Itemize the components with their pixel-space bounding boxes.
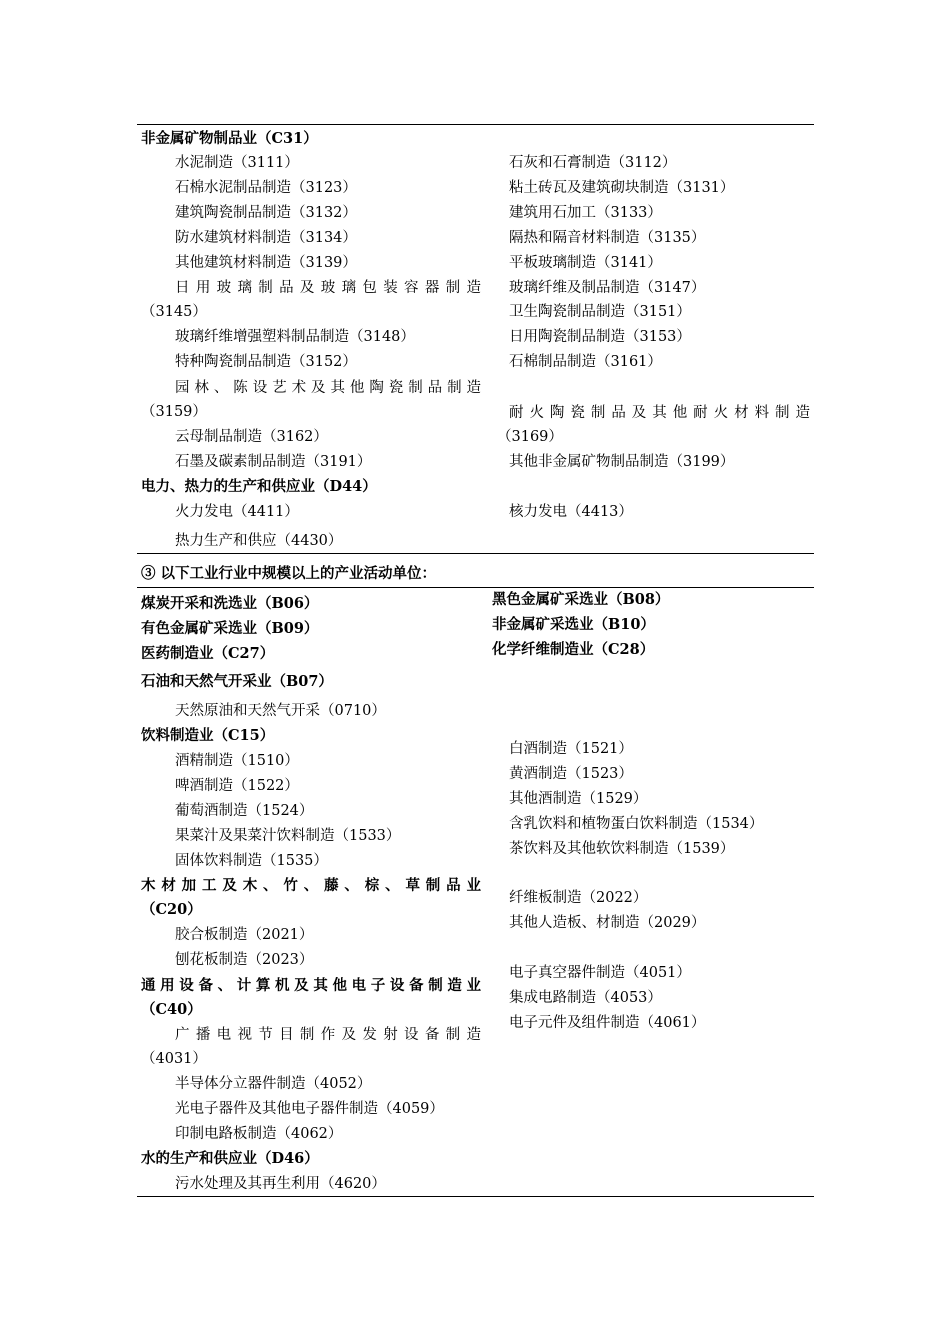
category-heading-b07: 石油和天然气开采业（B07） bbox=[141, 673, 333, 690]
list-item: 其他人造板、材制造（2029） bbox=[509, 915, 706, 931]
category-heading: 煤炭开采和洗选业（B06） bbox=[141, 595, 319, 612]
list-item: 印制电路板制造（4062） bbox=[175, 1126, 343, 1142]
list-item: 火力发电（4411） bbox=[175, 504, 299, 520]
list-item-wrapped-cont: （3145） bbox=[141, 304, 207, 320]
list-item: 云母制品制造（3162） bbox=[175, 429, 328, 445]
list-item: 日用陶瓷制品制造（3153） bbox=[509, 329, 691, 345]
list-item-wrapped: 园林、陈设艺术及其他陶瓷制品制造 bbox=[175, 380, 481, 396]
category-heading: 化学纤维制造业（C28） bbox=[492, 641, 655, 658]
list-item: 玻璃纤维增强塑料制品制造（3148） bbox=[175, 329, 415, 345]
list-item: 建筑陶瓷制品制造（3132） bbox=[175, 205, 357, 221]
list-item: 特种陶瓷制品制造（3152） bbox=[175, 354, 357, 370]
list-item: 纤维板制造（2022） bbox=[509, 890, 648, 906]
list-item: 卫生陶瓷制品制造（3151） bbox=[509, 304, 691, 320]
list-item: 水泥制造（3111） bbox=[175, 155, 299, 171]
list-item-wrapped-cont: （3159） bbox=[141, 404, 207, 420]
category-heading-c20-cont: （C20） bbox=[141, 901, 202, 918]
list-item: 半导体分立器件制造（4052） bbox=[175, 1076, 372, 1092]
category-heading: 有色金属矿采选业（B09） bbox=[141, 620, 319, 637]
list-item-wrapped: 广播电视节目制作及发射设备制造 bbox=[175, 1027, 481, 1043]
list-item: 胶合板制造（2021） bbox=[175, 927, 314, 943]
list-item: 天然原油和天然气开采（0710） bbox=[175, 703, 386, 719]
list-item: 啤酒制造（1522） bbox=[175, 778, 299, 794]
section-heading: ③ 以下工业行业中规模以上的产业活动单位： bbox=[141, 565, 437, 582]
list-item: 电子元件及组件制造（4061） bbox=[509, 1015, 706, 1031]
category-heading-d44: 电力、热力的生产和供应业（D44） bbox=[141, 478, 377, 495]
list-item: 热力生产和供应（4430） bbox=[175, 533, 343, 549]
category-heading: 医药制造业（C27） bbox=[141, 645, 275, 662]
list-item: 其他酒制造（1529） bbox=[509, 791, 648, 807]
category-heading-c15: 饮料制造业（C15） bbox=[141, 727, 275, 744]
list-item: 防水建筑材料制造（3134） bbox=[175, 230, 357, 246]
bottom-rule bbox=[137, 1196, 814, 1197]
list-item-wrapped-cont: （3169） bbox=[497, 429, 563, 445]
list-item: 集成电路制造（4053） bbox=[509, 990, 662, 1006]
category-heading: 非金属矿采选业（B10） bbox=[492, 616, 655, 633]
category-heading-c40: 通用设备、计算机及其他电子设备制造业 bbox=[141, 977, 481, 994]
list-item: 石棉水泥制品制造（3123） bbox=[175, 180, 357, 196]
list-item-wrapped: 耐火陶瓷制品及其他耐火材料制造 bbox=[509, 405, 810, 421]
list-item: 果菜汁及果菜汁饮料制造（1533） bbox=[175, 828, 401, 844]
list-item: 白酒制造（1521） bbox=[509, 741, 633, 757]
list-item: 电子真空器件制造（4051） bbox=[509, 965, 691, 981]
category-heading-c20: 木材加工及木、竹、藤、棕、草制品业 bbox=[141, 877, 481, 894]
list-item: 建筑用石加工（3133） bbox=[509, 205, 662, 221]
list-item: 核力发电（4413） bbox=[509, 504, 633, 520]
list-item: 黄酒制造（1523） bbox=[509, 766, 633, 782]
category-heading-c40-cont: （C40） bbox=[141, 1001, 202, 1018]
list-item: 平板玻璃制造（3141） bbox=[509, 255, 662, 271]
list-item: 光电子器件及其他电子器件制造（4059） bbox=[175, 1101, 444, 1117]
list-item: 含乳饮料和植物蛋白饮料制造（1534） bbox=[509, 816, 764, 832]
list-item: 刨花板制造（2023） bbox=[175, 952, 314, 968]
category-heading-c31: 非金属矿物制品业（C31） bbox=[141, 130, 318, 147]
list-item: 酒精制造（1510） bbox=[175, 753, 299, 769]
list-item: 茶饮料及其他软饮料制造（1539） bbox=[509, 841, 735, 857]
section-rule bbox=[137, 587, 814, 588]
top-rule bbox=[137, 124, 814, 125]
section-rule bbox=[137, 553, 814, 554]
list-item: 隔热和隔音材料制造（3135） bbox=[509, 230, 706, 246]
category-heading: 黑色金属矿采选业（B08） bbox=[492, 591, 670, 608]
list-item: 葡萄酒制造（1524） bbox=[175, 803, 314, 819]
list-item: 其他非金属矿物制品制造（3199） bbox=[509, 454, 735, 470]
list-item: 石灰和石膏制造（3112） bbox=[509, 155, 677, 171]
list-item-wrapped-cont: （4031） bbox=[141, 1051, 207, 1067]
category-heading-d46: 水的生产和供应业（D46） bbox=[141, 1150, 319, 1167]
list-item: 石墨及碳素制品制造（3191） bbox=[175, 454, 372, 470]
list-item: 污水处理及其再生利用（4620） bbox=[175, 1176, 386, 1192]
list-item: 固体饮料制造（1535） bbox=[175, 853, 328, 869]
list-item: 玻璃纤维及制品制造（3147） bbox=[509, 280, 706, 296]
list-item: 其他建筑材料制造（3139） bbox=[175, 255, 357, 271]
list-item: 石棉制品制造（3161） bbox=[509, 354, 662, 370]
list-item: 粘土砖瓦及建筑砌块制造（3131） bbox=[509, 180, 735, 196]
list-item-wrapped: 日用玻璃制品及玻璃包装容器制造 bbox=[175, 280, 481, 296]
